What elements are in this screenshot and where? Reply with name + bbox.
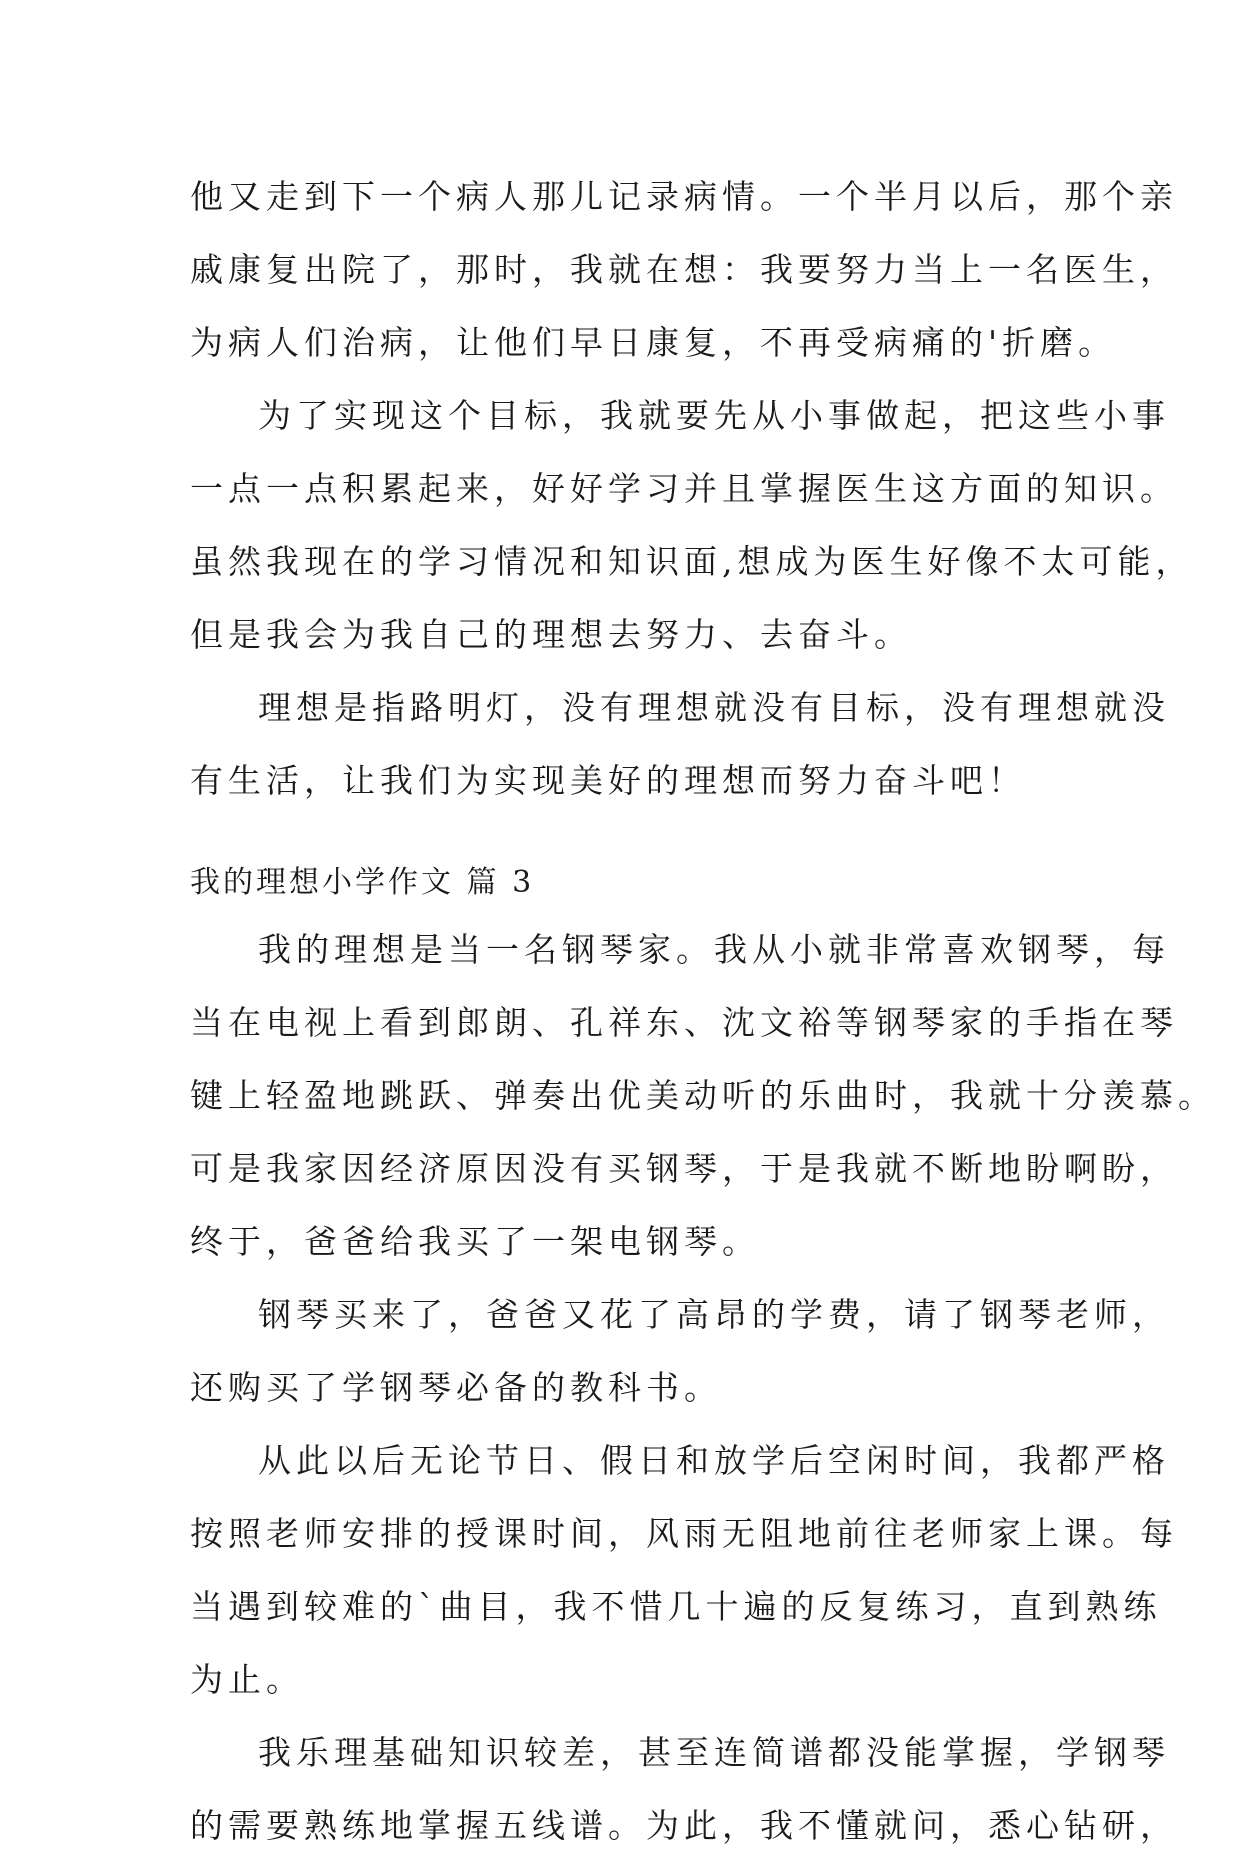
text-line: 按照老师安排的授课时间，风雨无阻地前往老师家上课。每 bbox=[190, 1514, 1178, 1553]
text-line: 当在电视上看到郎朗、孔祥东、沈文裕等钢琴家的手指在琴 bbox=[190, 1003, 1178, 1042]
spacer bbox=[190, 817, 1070, 853]
text-line: 钢琴买来了，爸爸又花了高昂的学费，请了钢琴老师， bbox=[258, 1295, 1170, 1334]
text-line: 为了实现这个目标，我就要先从小事做起，把这些小事 bbox=[258, 396, 1170, 435]
paragraph bbox=[190, 1424, 1178, 1716]
text-line: 的需要熟练地掌握五线谱。为此，我不懂就问，悉心钻研， bbox=[190, 1806, 1178, 1845]
paragraph bbox=[190, 160, 1178, 379]
text-line: 终于，爸爸给我买了一架电钢琴。 bbox=[190, 1222, 760, 1261]
text-line: 为病人们治病，让他们早日康复，不再受病痛的'折磨。 bbox=[190, 323, 1117, 362]
document-page bbox=[190, 160, 1216, 1862]
paragraph bbox=[190, 1716, 1178, 1862]
paragraph bbox=[190, 671, 1170, 817]
text-line: 我的理想是当一名钢琴家。我从小就非常喜欢钢琴，每 bbox=[258, 930, 1170, 969]
text-line: 键上轻盈地跳跃、弹奏出优美动听的乐曲时，我就十分羡慕。 bbox=[190, 1076, 1216, 1115]
text-line: 他又走到下一个病人那儿记录病情。一个半月以后，那个亲 bbox=[190, 177, 1178, 216]
text-line: 当遇到较难的`曲目，我不惜几十遍的反复练习，直到熟练 bbox=[190, 1587, 1162, 1626]
text-line: 理想是指路明灯，没有理想就没有目标，没有理想就没 bbox=[258, 688, 1170, 727]
text-line: 戚康复出院了，那时，我就在想：我要努力当上一名医生， bbox=[190, 250, 1178, 289]
text-line: 有生活，让我们为实现美好的理想而努力奋斗吧！ bbox=[190, 761, 1026, 800]
text-line: 我乐理基础知识较差，甚至连简谱都没能掌握，学钢琴 bbox=[258, 1733, 1170, 1772]
text-line: 为止。 bbox=[190, 1660, 304, 1699]
paragraph bbox=[190, 379, 1194, 671]
text-line: 可是我家因经济原因没有买钢琴，于是我就不断地盼啊盼， bbox=[190, 1149, 1178, 1188]
section-heading: 我的理想小学作文 篇 3 bbox=[190, 865, 535, 900]
paragraph bbox=[190, 1278, 1170, 1424]
text-line: 虽然我现在的学习情况和知识面,想成为医生好像不太可能， bbox=[190, 542, 1194, 581]
paragraph bbox=[190, 913, 1216, 1278]
text-line: 但是我会为我自己的理想去努力、去奋斗。 bbox=[190, 615, 912, 654]
text-line: 还购买了学钢琴必备的教科书。 bbox=[190, 1368, 722, 1407]
text-line: 一点一点积累起来，好好学习并且掌握医生这方面的知识。 bbox=[190, 469, 1178, 508]
text-line: 从此以后无论节日、假日和放学后空闲时间，我都严格 bbox=[258, 1441, 1170, 1480]
